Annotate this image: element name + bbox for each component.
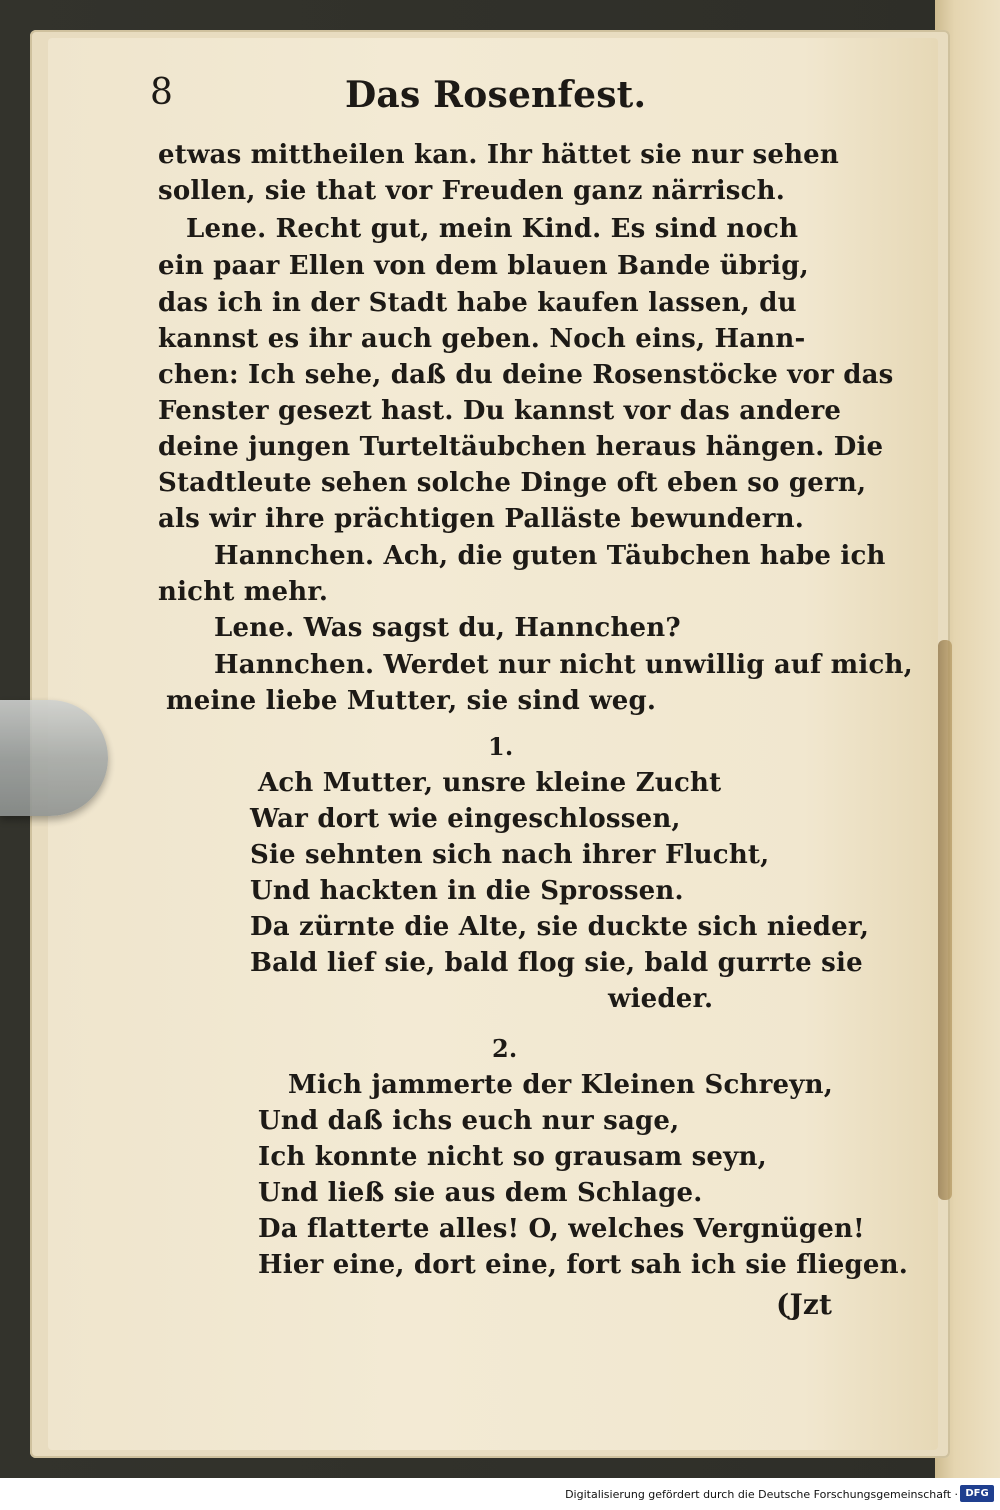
verse-line: Und daß ichs euch nur sage,	[258, 1106, 680, 1136]
prose-line: Hannchen. Werdet nur nicht unwillig auf mich,	[214, 650, 913, 680]
verse-line: Sie sehnten sich nach ihrer Flucht,	[250, 840, 770, 870]
verse-line: Ich konnte nicht so grausam seyn,	[258, 1142, 767, 1172]
prose-line: Stadtleute sehen solche Dinge oft eben so gern,	[158, 468, 867, 498]
stanza-number: 1.	[488, 732, 514, 761]
verse-line: Da flatterte alles! O, welches Vergnügen!	[258, 1214, 865, 1244]
verse-line: wieder.	[608, 984, 714, 1014]
verse-line: Ach Mutter, unsre kleine Zucht	[258, 768, 722, 798]
catchword: (Jzt	[776, 1288, 833, 1321]
prose-line: meine liebe Mutter, sie sind weg.	[166, 686, 657, 716]
verse-line: Und ließ sie aus dem Schlage.	[258, 1178, 703, 1208]
prose-line: Lene. Was sagst du, Hannchen?	[214, 613, 681, 643]
verse-line: Mich jammerte der Kleinen Schreyn,	[288, 1070, 833, 1100]
prose-line: als wir ihre prächtigen Palläste bewundern.	[158, 504, 804, 534]
verse-line: Hier eine, dort eine, fort sah ich sie fliegen.	[258, 1250, 909, 1280]
spine-stain	[938, 640, 952, 1200]
verse-line: Da zürnte die Alte, sie duckte sich nieder,	[250, 912, 870, 942]
prose-line: das ich in der Stadt habe kaufen lassen, du	[158, 288, 797, 318]
stanza-number: 2.	[492, 1034, 518, 1063]
prose-line: chen: Ich sehe, daß du deine Rosenstöcke vor das	[158, 360, 894, 390]
prose-line: Lene. Recht gut, mein Kind. Es sind noch	[186, 214, 799, 244]
funding-credit: Digitalisierung gefördert durch die Deutsche Forschungsgemeinschaft ·	[565, 1488, 958, 1501]
prose-line: nicht mehr.	[158, 577, 329, 607]
dfg-logo: DFG	[960, 1485, 994, 1502]
verse-line: War dort wie eingeschlossen,	[250, 804, 681, 834]
prose-line: ein paar Ellen von dem blauen Bande übrig,	[158, 251, 809, 281]
prose-line: kannst es ihr auch geben. Noch eins, Hann-	[158, 324, 806, 354]
prose-line: sollen, sie that vor Freuden ganz närrisch.	[158, 176, 786, 206]
running-title: Das Rosenfest.	[345, 74, 647, 116]
prose-line: deine jungen Turteltäubchen heraus hängen. Die	[158, 432, 884, 462]
page-number: 8	[150, 72, 174, 113]
prose-line: etwas mittheilen kan. Ihr hättet sie nur sehen	[158, 140, 840, 170]
prose-line: Hannchen. Ach, die guten Täubchen habe ich	[214, 541, 886, 571]
prose-line: Fenster gesezt hast. Du kannst vor das andere	[158, 396, 842, 426]
verse-line: Und hackten in die Sprossen.	[250, 876, 684, 906]
verse-line: Bald lief sie, bald flog sie, bald gurrte sie	[250, 948, 863, 978]
